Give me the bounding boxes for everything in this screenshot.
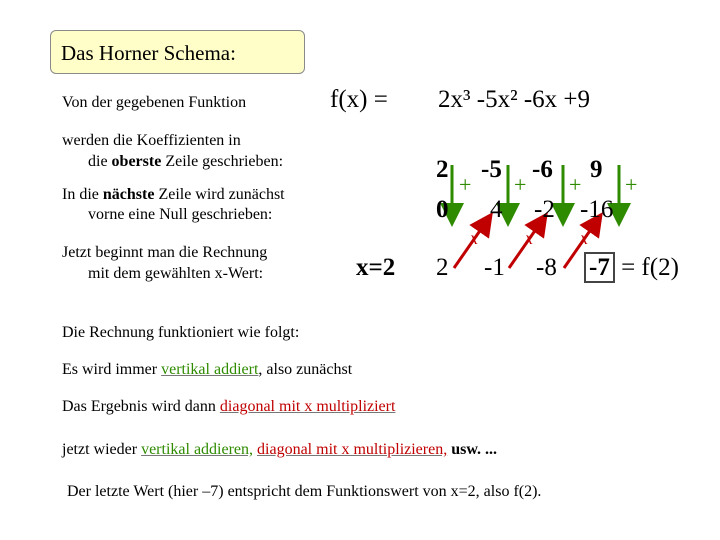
result-suffix: = f(2) [614,254,679,281]
row2-value-4: -16 [580,196,614,223]
row3-value-2: -1 [484,254,505,281]
zero-text-line2: vorne eine Null geschrieben: [88,206,273,223]
coeff-text-line1: werden die Koeffizienten in [62,132,241,149]
start-text-line2: mit dem gewählten x-Wert: [88,265,264,282]
row1-coeff-1: 2 [436,156,449,183]
function-label: Von der gegebenen Funktion [62,94,247,111]
start-text-line1: Jetzt beginnt man die Rechnung [62,244,268,261]
times-sign-2: x [525,228,533,248]
plus-sign-2: + [514,172,527,197]
coeff-text-line2: die oberste Zeile geschrieben: [88,153,284,170]
result-value: -7 [584,252,615,283]
times-sign-3: x [580,228,588,248]
row1-coeff-2: -5 [481,156,502,183]
row1-coeff-4: 9 [590,156,603,183]
plus-sign-4: + [625,172,638,197]
zero-text-line1: In die nächste Zeile wird zunächst [62,186,285,203]
explain-step3: jetzt wieder vertikal addieren, diagonal mit x multiplizieren, usw. ... [62,441,498,458]
row2-value-2: 4 [490,196,503,223]
explain-step1: Es wird immer vertikal addiert, also zunächst [62,361,353,378]
plus-sign-1: + [459,172,472,197]
row2-value-3: -2 [534,196,555,223]
row3-value-3: -8 [536,254,557,281]
x-value: x=2 [356,254,396,281]
function-rhs: 2x³ -5x² -6x +9 [438,86,590,113]
explain-step2: Das Ergebnis wird dann diagonal mit x multipliziert [62,398,396,415]
explain-conclusion: Der letzte Wert (hier –7) entspricht dem Funktionswert von x=2, also f(2). [67,483,542,500]
function-lhs: f(x) = [330,86,388,113]
result-line [584,254,679,282]
row1-coeff-3: -6 [532,156,553,183]
plus-sign-3: + [569,172,582,197]
row3-value-1: 2 [436,254,449,281]
page-title: Das Horner Schema: [61,41,236,65]
explain-intro: Die Rechnung funktioniert wie folgt: [62,324,300,341]
row2-value-1: 0 [436,196,449,223]
times-sign-1: x [470,228,478,248]
